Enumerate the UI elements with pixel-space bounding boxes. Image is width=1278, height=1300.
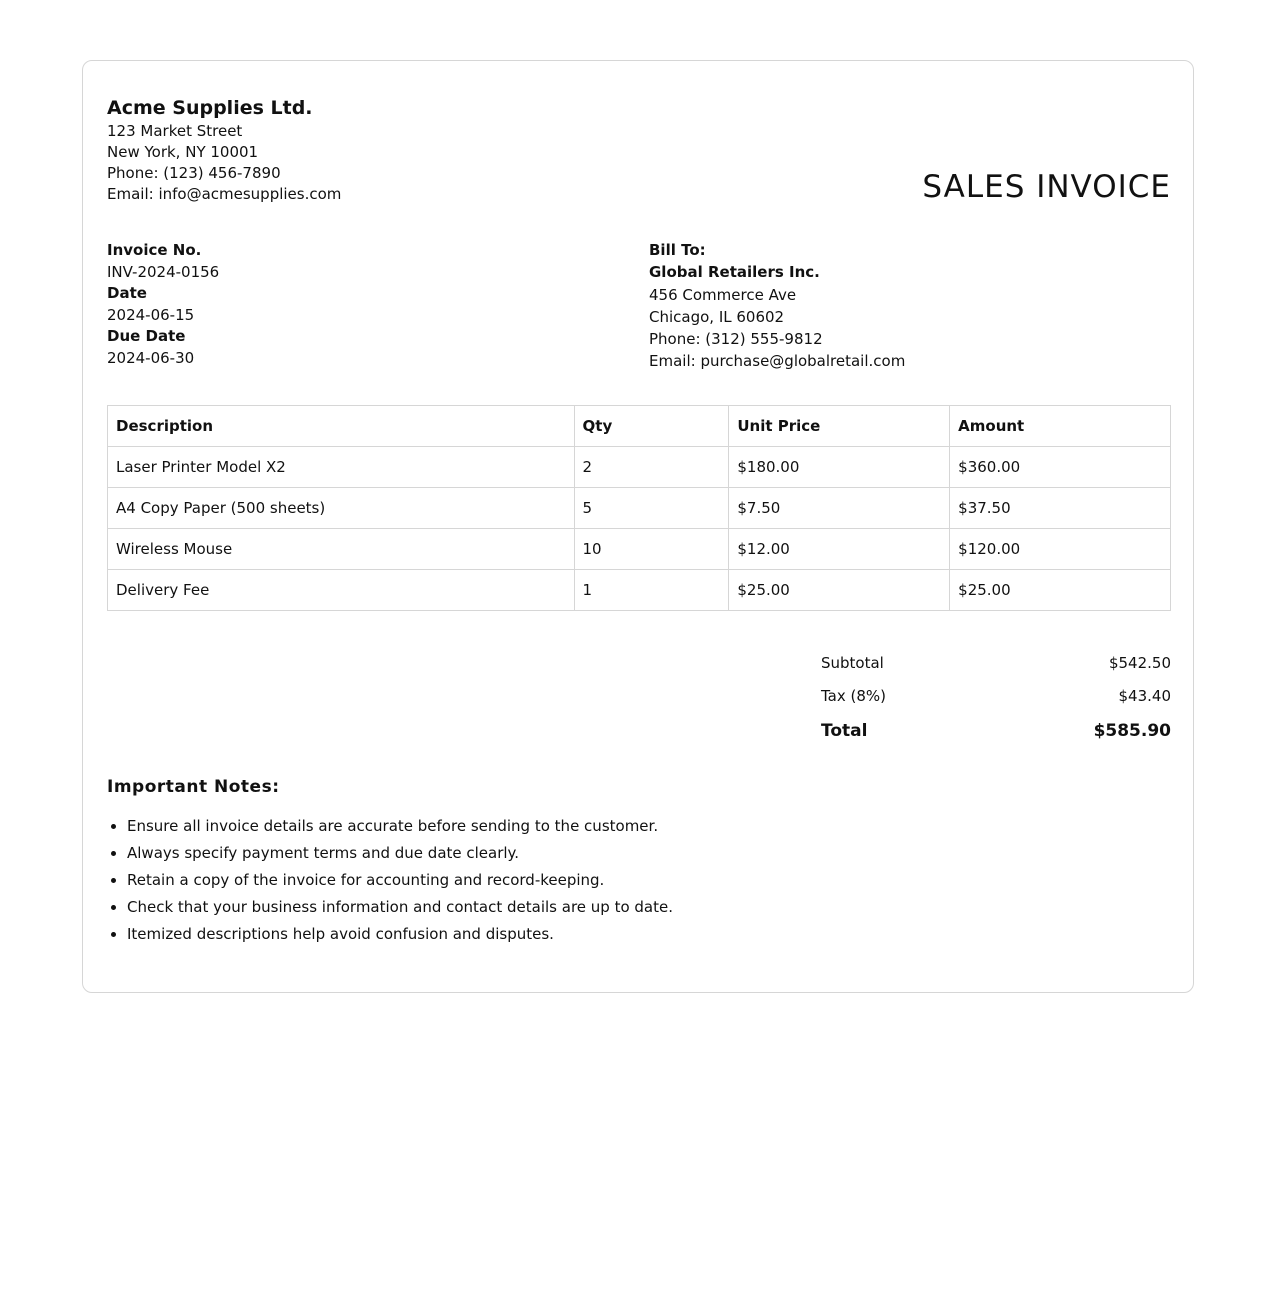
item-unit-price: $7.50 — [729, 488, 950, 529]
invoice-content — [107, 95, 1171, 943]
item-description: Delivery Fee — [108, 570, 575, 611]
bill-to-name: Global Retailers Inc. — [649, 263, 820, 281]
column-header-amount: Amount — [950, 406, 1171, 447]
bill-to-email: Email: purchase@globalretail.com — [649, 352, 906, 370]
notes-list — [107, 813, 1171, 948]
bill-to-address-line2: Chicago, IL 60602 — [649, 308, 785, 326]
table-row — [108, 488, 1171, 529]
company-email: Email: info@acmesupplies.com — [107, 185, 342, 203]
list-item: • Retain a copy of the invoice for accounting and record-keeping. — [127, 867, 1171, 894]
bill-to-phone: Phone: (312) 555-9812 — [649, 330, 823, 348]
totals-section — [821, 647, 1171, 749]
item-qty: 2 — [574, 447, 729, 488]
due-date: 2024-06-30 — [107, 349, 195, 367]
item-qty: 1 — [574, 570, 729, 611]
table-row — [108, 570, 1171, 611]
bill-to-label: Bill To: — [649, 241, 706, 259]
list-item: • Itemized descriptions help avoid confusion and disputes. — [127, 921, 1171, 948]
invoice-number: INV-2024-0156 — [107, 263, 220, 281]
tax-label: Tax (8%) — [821, 687, 887, 705]
list-item: • Check that your business information and contact details are up to date. — [127, 894, 1171, 921]
invoice-details — [107, 240, 607, 369]
invoice-number-label: Invoice No. — [107, 241, 202, 259]
item-unit-price: $180.00 — [729, 447, 950, 488]
item-qty: 5 — [574, 488, 729, 529]
tax-row — [821, 680, 1171, 713]
list-item: • Always specify payment terms and due date clearly. — [127, 840, 1171, 867]
total-row — [821, 713, 1171, 749]
item-unit-price: $25.00 — [729, 570, 950, 611]
column-header-unit-price: Unit Price — [729, 406, 950, 447]
item-amount: $120.00 — [950, 529, 1171, 570]
company-address-line1: 123 Market Street — [107, 122, 243, 140]
line-items-table — [107, 405, 1171, 611]
item-amount: $25.00 — [950, 570, 1171, 611]
item-qty: 10 — [574, 529, 729, 570]
company-address-line2: New York, NY 10001 — [107, 143, 259, 161]
notes-title: Important Notes: — [107, 777, 280, 797]
subtotal-label: Subtotal — [821, 654, 884, 672]
list-item: • Ensure all invoice details are accurate before sending to the customer. — [127, 813, 1171, 840]
item-description: Wireless Mouse — [108, 529, 575, 570]
subtotal-row — [821, 647, 1171, 680]
bill-to-address-line1: 456 Commerce Ave — [649, 286, 797, 304]
column-header-qty: Qty — [574, 406, 729, 447]
notes-section — [107, 775, 1171, 948]
due-date-label: Due Date — [107, 327, 186, 345]
company-phone: Phone: (123) 456-7890 — [107, 164, 281, 182]
invoice-card — [82, 60, 1194, 993]
item-description: A4 Copy Paper (500 sheets) — [108, 488, 575, 529]
total-value: $585.90 — [1093, 721, 1171, 741]
total-label: Total — [821, 721, 868, 741]
item-unit-price: $12.00 — [729, 529, 950, 570]
invoice-title: SALES INVOICE — [922, 169, 1171, 205]
table-row — [108, 447, 1171, 488]
item-amount: $360.00 — [950, 447, 1171, 488]
table-row — [108, 529, 1171, 570]
bill-to — [649, 240, 1149, 372]
company-name: Acme Supplies Ltd. — [107, 97, 313, 119]
invoice-date-label: Date — [107, 284, 147, 302]
tax-value: $43.40 — [1118, 687, 1171, 705]
subtotal-value: $542.50 — [1108, 654, 1171, 672]
column-header-description: Description — [108, 406, 575, 447]
table-header-row — [108, 406, 1171, 447]
item-amount: $37.50 — [950, 488, 1171, 529]
item-description: Laser Printer Model X2 — [108, 447, 575, 488]
invoice-date: 2024-06-15 — [107, 306, 195, 324]
